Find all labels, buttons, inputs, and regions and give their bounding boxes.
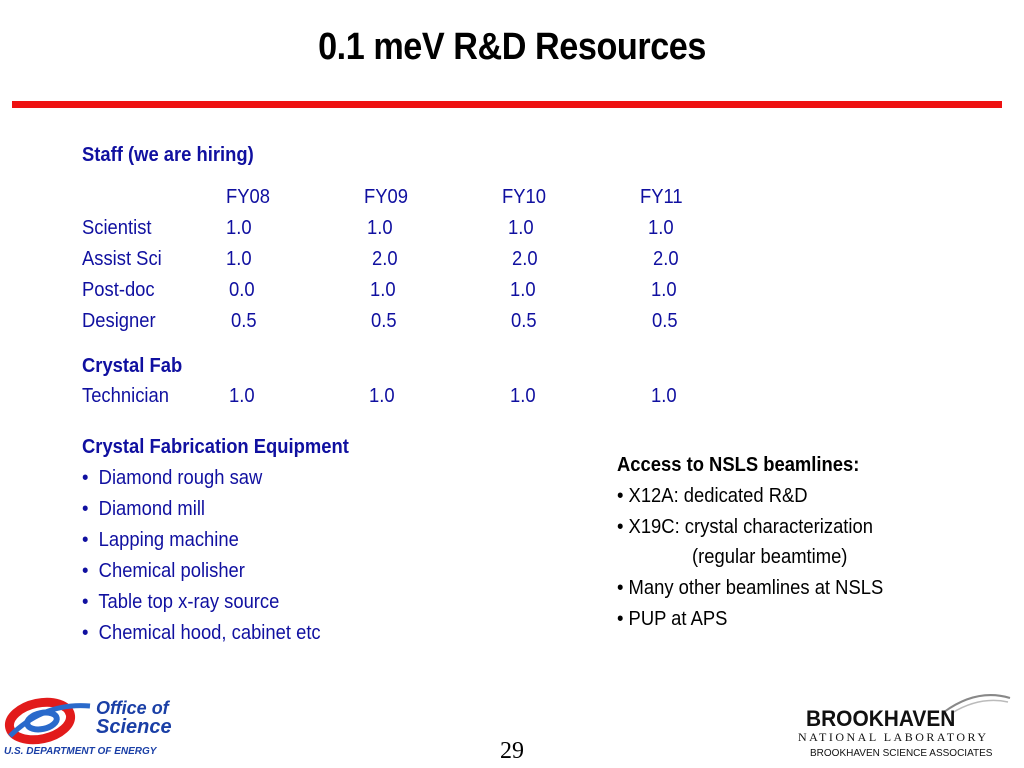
access-item: (regular beamtime) [692,546,848,568]
access-heading: Access to NSLS beamlines: [617,454,860,476]
equipment-item-text: Diamond rough saw [98,467,263,489]
crystal-fab-heading: Crystal Fab [82,355,183,377]
value-fy11: 1.0 [648,217,674,239]
title-divider [12,101,1002,108]
staff-row [0,310,1024,336]
staff-row [0,279,1024,305]
value-fy08: 1.0 [229,385,255,407]
value-fy08: 0.5 [231,310,257,332]
value-fy09: 2.0 [372,248,398,270]
equipment-heading: Crystal Fabrication Equipment [82,436,349,458]
equipment-item: • Diamond mill [82,498,206,520]
equipment-item-text: Table top x-ray source [98,591,280,613]
equipment-item-text: Lapping machine [98,529,239,551]
staff-row [0,248,1024,274]
access-item: • Many other beamlines at NSLS [617,577,884,599]
slide-title: 0.1 meV R&D Resources [318,26,706,68]
crystal-fab-row [0,385,1024,411]
role-label: Designer [82,310,156,332]
year-fy08: FY08 [226,186,270,208]
access-item: • PUP at APS [617,608,728,630]
equipment-item: • Table top x-ray source [82,591,280,613]
role-label: Technician [82,385,169,407]
equipment-item-text: Chemical hood, cabinet etc [98,622,321,644]
value-fy11: 1.0 [651,385,677,407]
year-fy09: FY09 [364,186,408,208]
value-fy11: 1.0 [651,279,677,301]
value-fy10: 1.0 [508,217,534,239]
staff-row [0,217,1024,243]
bnl-line2: NATIONAL LABORATORY [798,730,989,744]
year-header-row [0,186,1024,212]
doe-line2: Science [96,716,172,738]
value-fy10: 1.0 [510,279,536,301]
access-item: • X19C: crystal characterization [617,516,873,538]
equipment-item: • Lapping machine [82,529,239,551]
role-label: Post-doc [82,279,155,301]
equipment-item-text: Diamond mill [98,498,206,520]
value-fy09: 0.5 [371,310,397,332]
access-item: • X12A: dedicated R&D [617,485,808,507]
year-fy11: FY11 [640,186,683,208]
doe-line3: U.S. DEPARTMENT OF ENERGY [4,746,157,757]
equipment-item: • Chemical polisher [82,560,245,582]
brookhaven-logo [796,692,1018,762]
equipment-item: • Chemical hood, cabinet etc [82,622,321,644]
value-fy11: 0.5 [652,310,678,332]
role-label: Assist Sci [82,248,162,270]
equipment-item: • Diamond rough saw [82,467,263,489]
role-label: Scientist [82,217,152,239]
value-fy10: 2.0 [512,248,538,270]
staff-heading: Staff (we are hiring) [82,144,254,166]
page-number: 29 [500,738,524,764]
equipment-item-text: Chemical polisher [98,560,245,582]
value-fy10: 0.5 [511,310,537,332]
doe-swirl-icon [4,694,94,748]
doe-line1: Office of [96,698,169,718]
doe-office-of-science-logo [4,694,214,760]
value-fy08: 1.0 [226,248,252,270]
value-fy09: 1.0 [369,385,395,407]
value-fy11: 2.0 [653,248,679,270]
value-fy10: 1.0 [510,385,536,407]
value-fy08: 0.0 [229,279,255,301]
bnl-line1: BROOKHAVEN [806,706,956,731]
bnl-line3: BROOKHAVEN SCIENCE ASSOCIATES [810,748,993,759]
year-fy10: FY10 [502,186,546,208]
value-fy09: 1.0 [367,217,393,239]
value-fy08: 1.0 [226,217,252,239]
value-fy09: 1.0 [370,279,396,301]
